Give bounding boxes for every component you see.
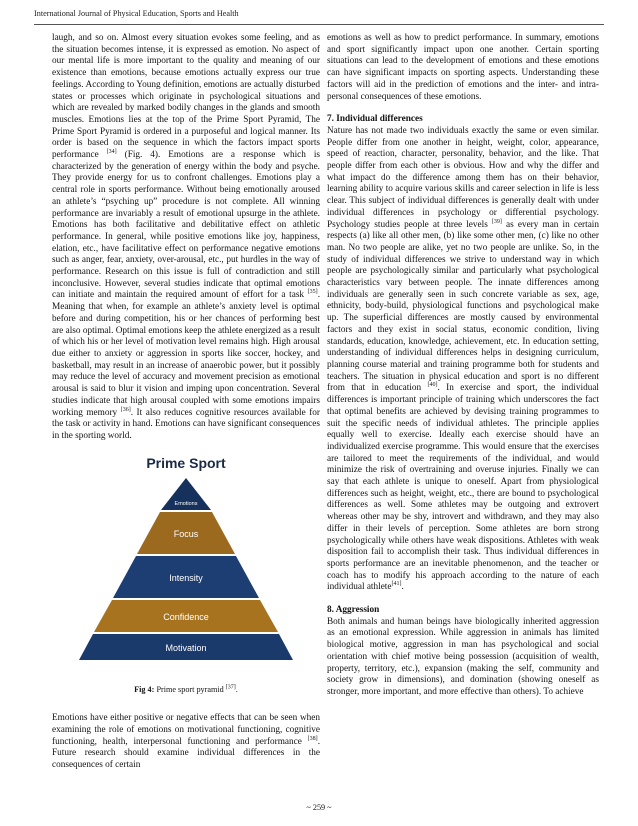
label-focus: Focus	[173, 528, 199, 539]
header-rule	[34, 24, 604, 25]
citation-37: [37]	[225, 683, 236, 690]
citation-40: [40]	[427, 382, 438, 389]
right-paragraph-1: emotions as well as how to predict performance. In summary, emotions and sport significantly impact upon one another. Certain sporting situations can lead to the development of emotions and these emotions can have significant impacts on sporting aspects. Understanding these factors will aid in the prediction of emotions and the inter- and intra-personal consequences of these emotions.	[327, 33, 599, 102]
label-intensity: Intensity	[169, 572, 203, 583]
left-paragraph-2: Emotions have either positive or negative effects that can be seen when examining the role of emotions on motivational functioning, cognitive functioning, health, interpersonal functioning and performance [38]. Future research should examine individual differences in the consequences of certain	[52, 713, 320, 771]
label-confidence: Confidence	[163, 611, 209, 622]
label-motivation: Motivation	[165, 642, 207, 653]
citation-39: [39]	[491, 218, 502, 225]
left-paragraph-1: laugh, and so on. Almost every situation evokes some feeling, and as the situation becomes intense, it is expressed as emotion. No aspect of our mental life is more important to the quality and meaning of our existence than emotions, because emotions actually express our true feelings. According to Young definition, emotions are actually disturbed states or processes which originate in psychological situations and which are revealed by marked bodily changes in the glands and smooth muscles. Emotions lies at the top of the Prime Sport Pyramid, The Prime Sport Pyramid is ordered in a purposeful and logical manner. Its order is based on the sequence in which the factors impact sports performance [34] (Fig. 4). Emotions are a response which is characterized by the generation of energy within the body and psyche. They provide energy for us to confront challenges. Emotions play a central role in sports performance. Without being emotionally aroused an athlete’s “psyching up” procedure is not complete. All winning performance are invariably a result of emotional upsurge in the athlete. Emotions has both facilitative and debilitative effect on athletic performance. In general, while positive emotions like joy, happiness, elation, etc., have facilitative effect on performance negative emotions such as anger, fear, anxiety, over-arousal, etc., put hurdles in the way of performance. Research on this issue is full of contradiction and still inconclusive. However, several studies indicate that optimal emotions can initiate and maintain the required amount of effort for a task [35]. Meaning that when, for example an athlete’s anxiety level is optimal before and during competition, his or her chances of performing best are also optimal. Optimal emotions keep the athlete energized as a result of which his or her level of motivation level remains high. High arousal due either to anxiety or aggression in sports like soccer, hockey, and basketball, may result in an increase of anaerobic power, but it possibly may reduce the level of accuracy and movement precision as emotional arousal is said to blur it vision and imping upon concentration. Several studies indicate that high arousal coupled with some emotions impairs working memory [36]. It also reduces cognitive resources available for the task or activity in hand. Emotions can have significant consequences in the sporting world.	[52, 33, 321, 441]
individual-differences-paragraph: Nature has not made two individuals exactly the same or even similar. People differ from one another in height, weight, color, appearance, speed of reaction, character, personality, behavior, and the like. That people differ from each other is obvious. How and why the differ and what impact do the difference among them has on their behavior, learning ability to acquire various skills and career selection in life is less clear. This subject of individual differences is generally dealt with under individual differences in psychology or differential psychology. Psychology studies people at three levels [39] as every man in certain respects (a) like all other men, (b) like some other men, (c) like no other man. No two people are alike, yet no two people are unlike. So, in the study of individual differences we strive to understand way in which people are psychologically similar and particularly what psychological characteristics vary between people. The innate differences among individuals are generally seen in such concrete variable as sex, age, ethnicity, body-build, physiological functions and psychological make up. The superficial differences are mostly caused by environmental factors and they exist in social status, economic condition, living standards, education, knowledge, achievement, etc. In education setting, understanding of individual differences helps in designing curriculum, planning course material and training programme both for students and teachers. The situation in physical education and sport is no different from that in education [40]. In exercise and sport, the individual differences is important principle of training which underscores the fact that optimal benefits are achieved by devising training programmes to suit the specific needs of individual athletes. The principle applies equally well to exercise. Ideally each exercise should have an individualized exercise programme. This would ensure that the exercises are tailored to meet the requirements of the individual, and would minimize the risk of overtraining and overuse injuries. Finally we can say that each athlete is unique to oneself. Apart from physiological differences such as height, weight, etc., there are bound to psychological differences as well. Some athletes may be outgoing and extrovert whereas other may be shy, introvert and withdrawn, and they may also differ in their levels of perception. Some athletes are born strong psychologically while others have weak dispositions. Athletes with weak disposition fail to accomplish their task. Thus individual differences in sports performance are an inevitable phenomenon, and the teacher or coach has to modify his approach according to the nature of each individual athlete[41].	[327, 125, 599, 593]
citation-35: [35]	[307, 289, 318, 296]
left-column	[52, 33, 320, 772]
citation-41: [41]	[391, 581, 402, 588]
section-heading-individual-differences: 7. Individual differences	[327, 114, 423, 125]
running-header: International Journal of Physical Education, Sports and Health	[34, 9, 239, 18]
citation-38: [38]	[307, 735, 318, 742]
aggression-paragraph: Both animals and human beings have biologically inherited aggression as an emotional expression. While aggression in animals has limited biological motive, aggression in man has psychological and social orientation with chief motive being possession (acquisition of wealth, property, territory, etc.), expansion (making the self, community and society grow in dimensions), and domination (showing oneself as stronger, more important, and more effective than others). To achieve	[327, 616, 599, 697]
page-number: ~ 259 ~	[306, 803, 332, 812]
pyramid-title: Prime Sport	[146, 454, 226, 471]
pyramid-graphic	[77, 452, 295, 680]
section-heading-aggression: 8. Aggression	[327, 605, 380, 616]
label-emotions: Emotions	[174, 500, 198, 507]
figure-caption: Fig 4: Prime sport pyramid [37].	[134, 683, 238, 694]
citation-34: [34]	[106, 148, 117, 155]
citation-36: [36]	[120, 406, 131, 413]
right-column	[327, 33, 599, 699]
figure-prime-sport-pyramid	[52, 452, 320, 696]
